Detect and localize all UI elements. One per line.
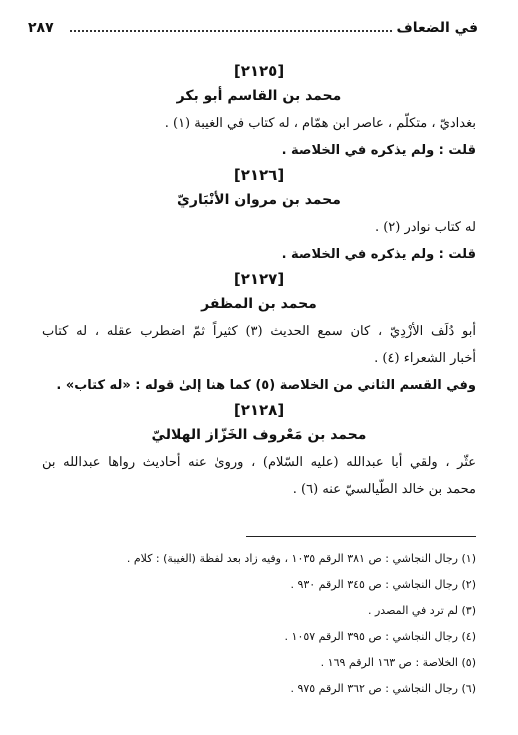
entry-number: [٢١٢٧] — [233, 270, 285, 288]
footnote: (٦) رجال النجاشي : ص ٣٦٢ الرقم ٩٧٥ . — [290, 682, 476, 695]
running-head-title: في الضعاف — [396, 20, 478, 36]
entry-text-line: أخبار الشعراء (٤) . — [374, 351, 476, 366]
dotted-leader — [70, 30, 392, 32]
entry-name: محمد بن مَعْروف الخَزّاز الهلاليّ — [151, 427, 367, 443]
entry-2127 — [42, 268, 476, 399]
entry-comment-line: وفي القسم الثاني من الخلاصة (٥) كما هنا إلىٰ قوله : «له كتاب» . — [56, 378, 476, 393]
entry-comment-line: قلت : ولم يذكره في الخلاصة . — [281, 143, 476, 158]
entry-2126 — [42, 164, 476, 268]
entry-text-line: له كتاب نوادر (٢) . — [374, 220, 476, 235]
entry-text-line: أبو دُلَف الأزْدِيّ ، كان سمع الحديث (٣) كثيراً ثمّ اضطرب عقله ، له كتاب — [42, 324, 476, 339]
entry-name: محمد بن مروان الأنْبَاريّ — [177, 192, 341, 208]
entry-2128 — [42, 399, 476, 503]
entry-text-line: عثّر ، ولقي أبا عبدالله (عليه السّلام) ، وروىٰ عنه أحاديث رواها عبدالله بن — [42, 455, 476, 470]
entry-number: [٢١٢٥] — [233, 62, 285, 80]
page-body — [42, 60, 476, 503]
entry-text-line: بغداديّ ، متكلّم ، عاصر ابن همّام ، له كتاب في الغيبة (١) . — [164, 116, 476, 131]
footnote: (٢) رجال النجاشي : ص ٣٤٥ الرقم ٩٣٠ . — [290, 578, 476, 591]
entry-text-line: محمد بن خالد الطّيالسيّ عنه (٦) . — [292, 482, 476, 497]
entry-2125 — [42, 60, 476, 164]
entry-number: [٢١٢٦] — [233, 166, 285, 184]
running-head — [28, 18, 478, 42]
footnote: (٥) الخلاصة : ص ١٦٣ الرقم ١٦٩ . — [320, 656, 476, 669]
footnote: (٣) لم ترد في المصدر . — [367, 604, 476, 617]
entry-number: [٢١٢٨] — [233, 401, 285, 419]
entry-name: محمد بن القاسم أبو بكر — [176, 88, 342, 104]
entry-name: محمد بن المظفر — [201, 296, 317, 312]
footnote-separator — [246, 536, 476, 537]
footnote: (٤) رجال النجاشي : ص ٣٩٥ الرقم ١٠٥٧ . — [284, 630, 476, 643]
footnotes — [42, 546, 476, 702]
page-number: ٢٨٧ — [28, 20, 54, 36]
footnote: (١) رجال النجاشي : ص ٣٨١ الرقم ١٠٣٥ ، وفيه زاد بعد لفظة (الغيبة) : كلام . — [126, 552, 476, 565]
entry-comment-line: قلت : ولم يذكره في الخلاصة . — [281, 247, 476, 262]
